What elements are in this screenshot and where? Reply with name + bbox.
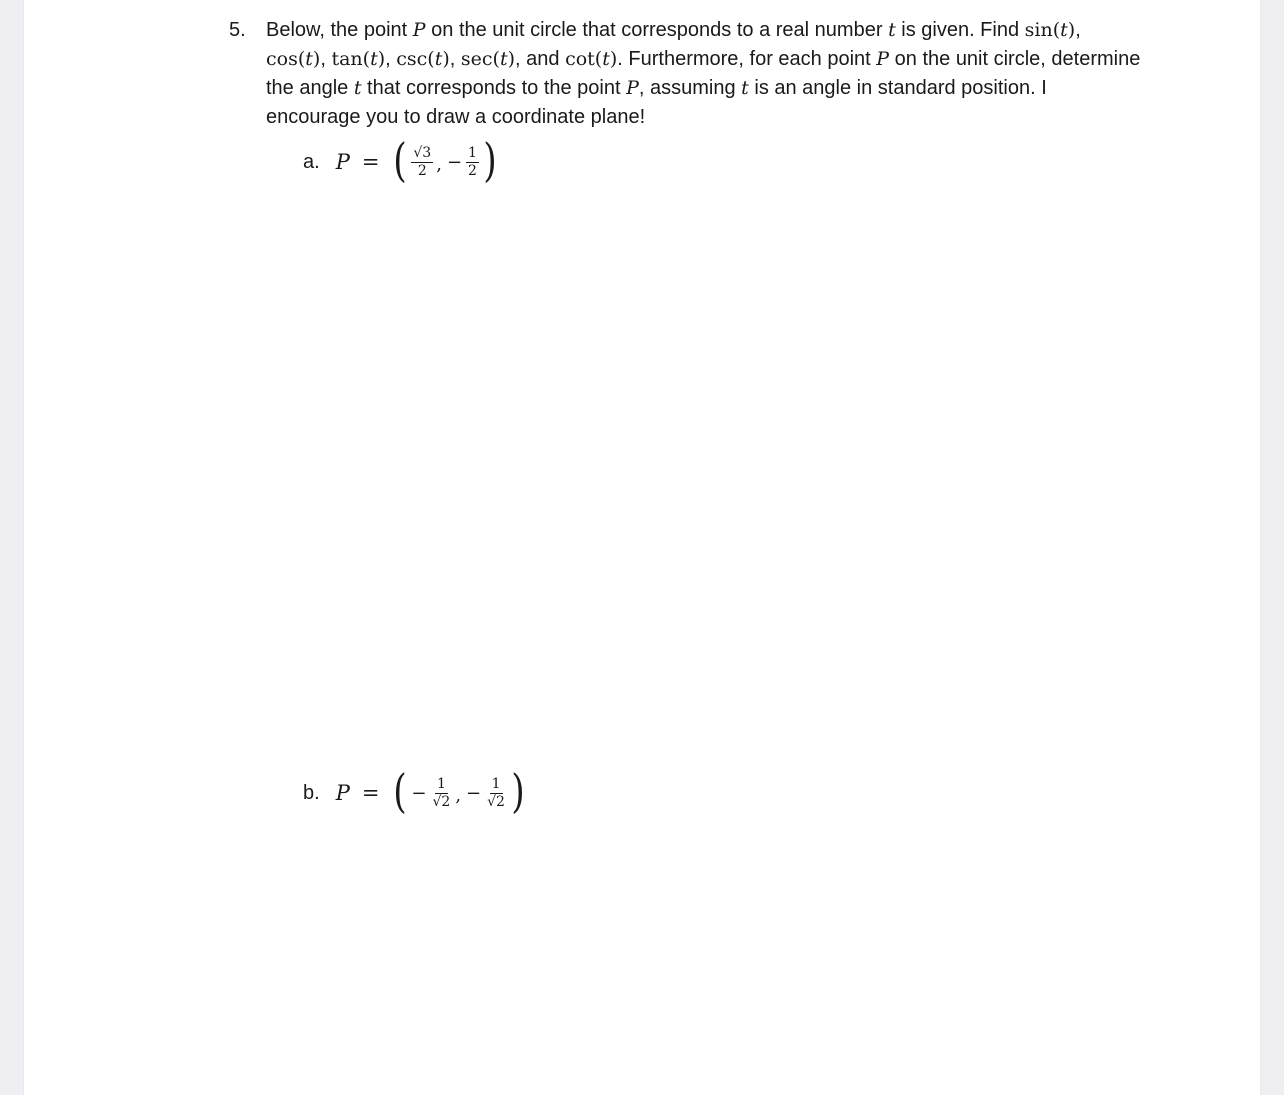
- part-b-x-denominator: √2: [432, 793, 451, 810]
- part-a-y-sign: −: [446, 151, 463, 173]
- part-b-x-fraction: [430, 776, 452, 811]
- part-a-y-fraction: [466, 145, 479, 180]
- part-b-equals: =: [361, 781, 380, 805]
- part-b-open-paren: (: [393, 764, 408, 818]
- question-text: Below, the point P on the unit circle that corresponds to a real number t is given. Find sin(t), cos(t), tan(t), csc(t), sec(t), and cot(t). Furthermore, for each point P on the unit circle, determine the angle t that corresponds to the point P, assuming t is an angle in standard position. I encourage you to draw a coordinate plane!: [266, 19, 1141, 128]
- part-a: [303, 133, 499, 188]
- part-a-variable: P: [335, 150, 350, 174]
- part-b: [303, 764, 527, 822]
- part-a-open-paren: (: [393, 133, 408, 187]
- part-a-close-paren: ): [483, 133, 497, 187]
- part-b-y-numerator: 1: [491, 775, 501, 792]
- part-b-label: b.: [303, 781, 320, 804]
- part-b-y-sign: −: [466, 782, 482, 804]
- part-a-label: a.: [303, 150, 320, 173]
- part-a-separator: ,: [436, 153, 442, 175]
- part-b-separator: ,: [455, 784, 462, 806]
- question-number: 5.: [229, 19, 246, 41]
- part-b-variable: P: [335, 781, 350, 805]
- part-b-y-fraction: [485, 776, 507, 811]
- part-b-x-numerator: 1: [436, 775, 446, 792]
- part-b-x-sign: −: [411, 782, 427, 804]
- part-a-x-fraction: [411, 145, 433, 180]
- part-b-y-denominator: √2: [487, 793, 505, 810]
- document-page: [24, 0, 1260, 1095]
- part-a-y-denominator: 2: [468, 162, 477, 179]
- part-b-close-paren: ): [511, 764, 525, 818]
- part-a-equals: =: [361, 150, 380, 174]
- part-a-x-denominator: 2: [417, 162, 427, 179]
- part-a-y-numerator: 1: [468, 144, 477, 161]
- part-a-x-numerator: √3: [413, 144, 432, 161]
